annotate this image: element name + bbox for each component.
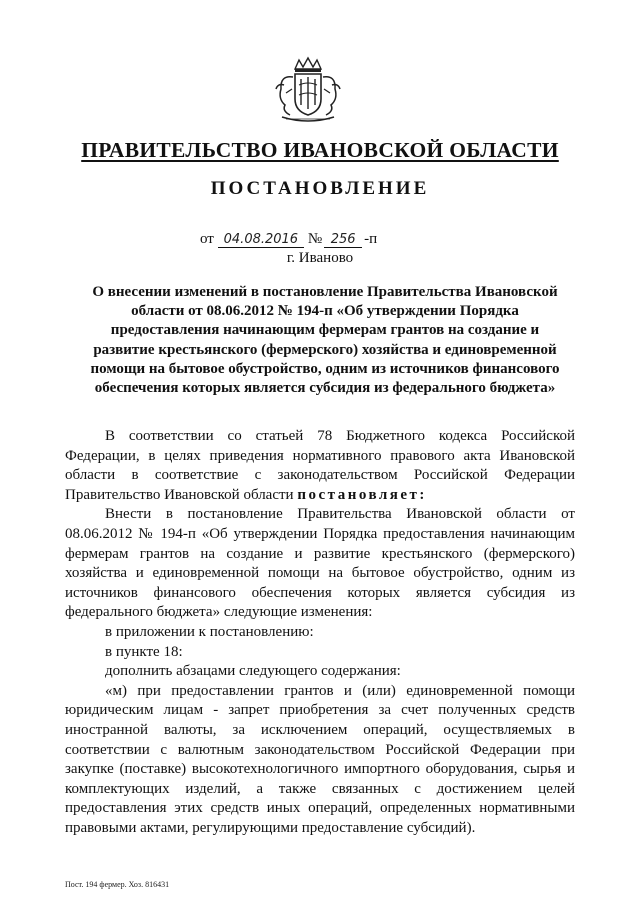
coat-of-arms-icon bbox=[268, 55, 348, 125]
clause-paragraph: в пункте 18: bbox=[105, 643, 183, 660]
document-body bbox=[65, 427, 575, 838]
city: г. Иваново bbox=[286, 250, 354, 266]
number-suffix: -п bbox=[364, 231, 378, 247]
preamble-text: В соответствии со статьей 78 Бюджетного кодекса Российской Федерации, в целях приведения нормативного правового акта Ивановской области в соответствие с законодательством Российской Федерации Правительство Ивановской области bbox=[65, 428, 575, 503]
decree-word: постановляет: bbox=[297, 486, 427, 503]
preamble-paragraph bbox=[65, 427, 575, 505]
date-prefix: от bbox=[200, 231, 214, 247]
footer-reference: Пост. 194 фермер. Хоз. 816431 bbox=[65, 880, 170, 889]
dateline bbox=[200, 231, 377, 248]
new-subclause-paragraph: «м) при предоставлении грантов и (или) единовременной помощи юридическим лицам - запрет приобретения за счет полученных средств иностранной валюты, за исключением операций, осуществляемых в соответствии с валютным законодательством Российской Федерации при закупке (поставке) высокотехнологичного импортного оборудования, сырья и комплектующих изделий, а также связанных с достижением целей предоставления этих средств иных операций, определенных нормативными правовыми актами, регулирующими предоставление субсидий). bbox=[65, 682, 575, 836]
document-type: ПОСТАНОВЛЕНИЕ bbox=[210, 178, 430, 199]
amendment-paragraph: Внести в постановление Правительства Ивановской области от 08.06.2012 № 194-п «Об утверждении Порядка предоставления начинающим фермерам грантов на создание и развитие крестьянского (фермерского) хозяйства и единовременной помощи на бытовое обустройство, одним из источников финансового обеспечения которых является субсидия из федерального бюджета» следующие изменения: bbox=[65, 506, 575, 621]
document-subject: О внесении изменений в постановление Правительства Ивановской области от 08.06.2012 № 194-п «Об утверждении Порядка предоставления начинающим фермерам грантов на создание и развитие крестьянского (фермерского) хозяйства и единовременной помощи на бытовое обустройство, одним из источников финансового обеспечения которых является субсидия из федерального бюджета» bbox=[90, 284, 560, 397]
government-title: ПРАВИТЕЛЬСТВО ИВАНОВСКОЙ ОБЛАСТИ bbox=[81, 138, 559, 162]
handwritten-date: 04.08.2016 bbox=[218, 232, 304, 248]
appendix-paragraph: в приложении к постановлению: bbox=[105, 623, 314, 640]
handwritten-number: 256 bbox=[324, 232, 362, 248]
addition-paragraph: дополнить абзацами следующего содержания: bbox=[105, 663, 401, 680]
number-sign: № bbox=[307, 231, 323, 247]
